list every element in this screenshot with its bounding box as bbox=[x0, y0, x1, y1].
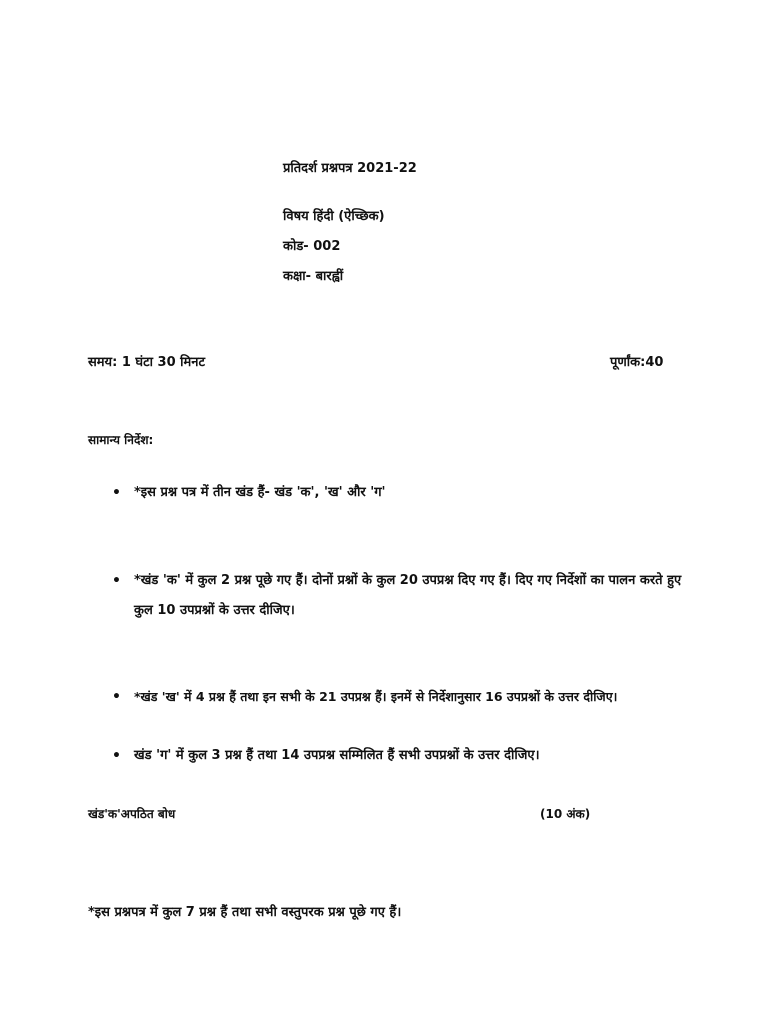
instruction-text: खंड 'ग' में कुल 3 प्रश्न हैं तथा 14 उपप्रश्न सम्मिलित हैं सभी उपप्रश्नों के उत्तर दीजिए। bbox=[134, 748, 540, 763]
instruction-item bbox=[92, 566, 692, 626]
instruction-text: *खंड 'ख' में 4 प्रश्न हैं तथा इन सभी के 21 उपप्रश्न हैं। इनमें से निर्देशानुसार 16 उपप्रश्नों के उत्तर दीजिए। bbox=[134, 689, 618, 704]
bullet-icon: • bbox=[112, 573, 121, 589]
section-marks: (10 अंक) bbox=[540, 807, 591, 821]
time-label: समय: 1 घंटा 30 मिनट bbox=[88, 355, 206, 370]
bullet-icon: • bbox=[112, 485, 121, 501]
instruction-item bbox=[92, 478, 692, 508]
instruction-text: *इस प्रश्न पत्र में तीन खंड हैं- खंड 'क', 'ख' और 'ग' bbox=[134, 485, 386, 500]
instruction-text: *खंड 'क' में कुल 2 प्रश्न पूछे गए हैं। दोनों प्रश्नों के कुल 20 उपप्रश्न दिए गए हैं। दिए गए निर्देशों का पालन करते हुए कुल 10 उपप्रश्नों के उत्तर दीजिए। bbox=[134, 573, 682, 618]
bullet-icon: • bbox=[112, 748, 121, 764]
class-line: कक्षा- बारह्वीं bbox=[283, 269, 344, 284]
section-note: *इस प्रश्नपत्र में कुल 7 प्रश्न हैं तथा सभी वस्तुपरक प्रश्न पूछे गए हैं। bbox=[88, 905, 402, 920]
paper-title: प्रतिदर्श प्रश्नपत्र 2021-22 bbox=[283, 161, 417, 176]
subject-line: विषय हिंदी (ऐच्छिक) bbox=[283, 209, 385, 224]
max-marks-label: पूर्णांक:40 bbox=[610, 355, 664, 370]
instruction-item bbox=[92, 682, 692, 713]
instructions-heading: सामान्य निर्देश: bbox=[88, 433, 154, 447]
bullet-icon: • bbox=[112, 689, 121, 705]
instructions-list bbox=[92, 478, 692, 771]
code-line: कोड- 002 bbox=[283, 239, 341, 254]
instruction-item bbox=[92, 741, 692, 771]
section-title: खंड'क'अपठित बोध bbox=[88, 807, 176, 821]
